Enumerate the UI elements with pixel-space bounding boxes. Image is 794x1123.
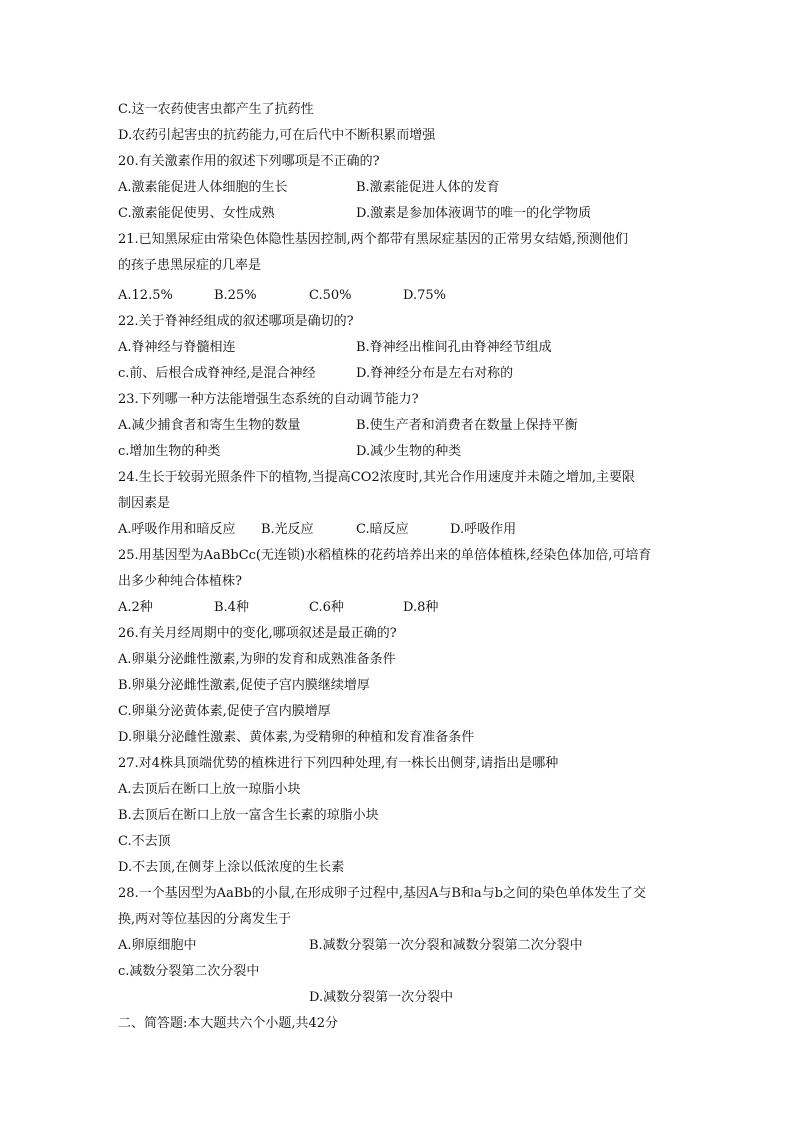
q21-stem-line1: 21.已知黑尿症由常染色体隐性基因控制,两个都带有黑尿症基因的正常男女结婚,预测他们 xyxy=(118,232,628,247)
q21-option-c: C.50% xyxy=(309,288,352,303)
q22-stem: 22.关于脊神经组成的叙述哪项是确切的? xyxy=(118,314,354,329)
q24-stem-line1: 24.生长于较弱光照条件下的植物,当提高CO2浓度时,其光合作用速度并未随之增加,主要限 xyxy=(118,470,635,485)
q25-option-c: C.6种 xyxy=(309,600,344,615)
q24-stem-line2: 制因素是 xyxy=(118,496,171,511)
q27-option-b: B.去顶后在断口上放一富含生长素的琼脂小块 xyxy=(118,808,379,823)
q21-option-d: D.75% xyxy=(403,288,446,303)
q24-option-d: D.呼吸作用 xyxy=(450,522,517,537)
q22-option-a: A.脊神经与脊髓相连 xyxy=(118,340,236,355)
q25-option-a: A.2种 xyxy=(118,600,153,615)
q23-option-b: B.使生产者和消费者在数量上保持平衡 xyxy=(356,418,578,433)
q23-option-d: D.减少生物的种类 xyxy=(356,444,462,459)
q23-option-a: A.减少捕食者和寄生生物的数量 xyxy=(118,418,301,433)
q27-option-d: D.不去顶,在侧芽上涂以低浓度的生长素 xyxy=(118,860,345,875)
q24-option-a: A.呼吸作用和暗反应 xyxy=(118,522,236,537)
q19-option-d: D.农药引起害虫的抗药能力,可在后代中不断积累而增强 xyxy=(118,128,436,143)
q21-option-b: B.25% xyxy=(214,288,257,303)
q20-option-c: C.激素能促使男、女性成熟 xyxy=(118,206,275,221)
q25-stem-line1: 25.用基因型为AaBbCc(无连锁)水稻植株的花药培养出来的单倍体植株,经染色体加倍,可培育 xyxy=(118,548,652,563)
q21-option-a: A.12.5% xyxy=(118,288,173,303)
q20-option-d: D.激素是参加体液调节的唯一的化学物质 xyxy=(356,206,592,221)
q25-option-d: D.8种 xyxy=(403,600,439,615)
section-2-heading: 二、简答题:本大题共六个小题,共42分 xyxy=(118,1016,339,1031)
q22-option-b: B.脊神经出椎间孔由脊神经节组成 xyxy=(356,340,552,355)
q19-option-c: C.这一农药使害虫都产生了抗药性 xyxy=(118,102,314,117)
q26-option-d: D.卵巢分泌雌性激素、黄体素,为受精卵的种植和发育准备条件 xyxy=(118,730,475,745)
q28-stem-line1: 28.一个基因型为AaBb的小鼠,在形成卵子过程中,基因A与B和a与b之间的染色单体发生了交 xyxy=(118,886,646,901)
q28-option-a: A.卵原细胞中 xyxy=(118,938,197,953)
q23-stem: 23.下列哪一种方法能增强生态系统的自动调节能力? xyxy=(118,392,419,407)
q22-option-d: D.脊神经分布是左右对称的 xyxy=(356,366,514,381)
q28-option-d: D.减数分裂第一次分裂中 xyxy=(309,990,454,1005)
q24-option-b: B.光反应 xyxy=(261,522,314,537)
q28-option-b: B.减数分裂第一次分裂和减数分裂第二次分裂中 xyxy=(309,938,583,953)
q25-option-b: B.4种 xyxy=(214,600,249,615)
q23-option-c: c.增加生物的种类 xyxy=(118,444,221,459)
q28-stem-line2: 换,两对等位基因的分离发生于 xyxy=(118,912,292,927)
q20-option-a: A.激素能促进人体细胞的生长 xyxy=(118,180,288,195)
q26-option-b: B.卵巢分泌雌性激素,促使子宫内膜继续增厚 xyxy=(118,678,370,693)
q20-option-b: B.激素能促进人体的发育 xyxy=(356,180,500,195)
q27-option-a: A.去顶后在断口上放一琼脂小块 xyxy=(118,782,301,797)
q22-option-c: c.前、后根合成脊神经,是混合神经 xyxy=(118,366,316,381)
q26-option-c: C.卵巢分泌黄体素,促使子宫内膜增厚 xyxy=(118,704,331,719)
q25-stem-line2: 出多少种纯合体植株? xyxy=(118,574,242,589)
q20-stem: 20.有关激素作用的叙述下列哪项是不正确的? xyxy=(118,154,380,169)
q27-option-c: C.不去顶 xyxy=(118,834,171,849)
q26-option-a: A.卵巢分泌雌性激素,为卵的发育和成熟准备条件 xyxy=(118,652,396,667)
q28-option-c: c.减数分裂第二次分裂中 xyxy=(118,964,260,979)
q24-option-c: C.暗反应 xyxy=(356,522,409,537)
q21-stem-line2: 的孩子患黑尿症的几率是 xyxy=(118,258,262,273)
q26-stem: 26.有关月经周期中的变化,哪项叙述是最正确的? xyxy=(118,626,397,641)
q27-stem: 27.对4株具顶端优势的植株进行下列四种处理,有一株长出侧芽,请指出是哪种 xyxy=(118,756,559,771)
